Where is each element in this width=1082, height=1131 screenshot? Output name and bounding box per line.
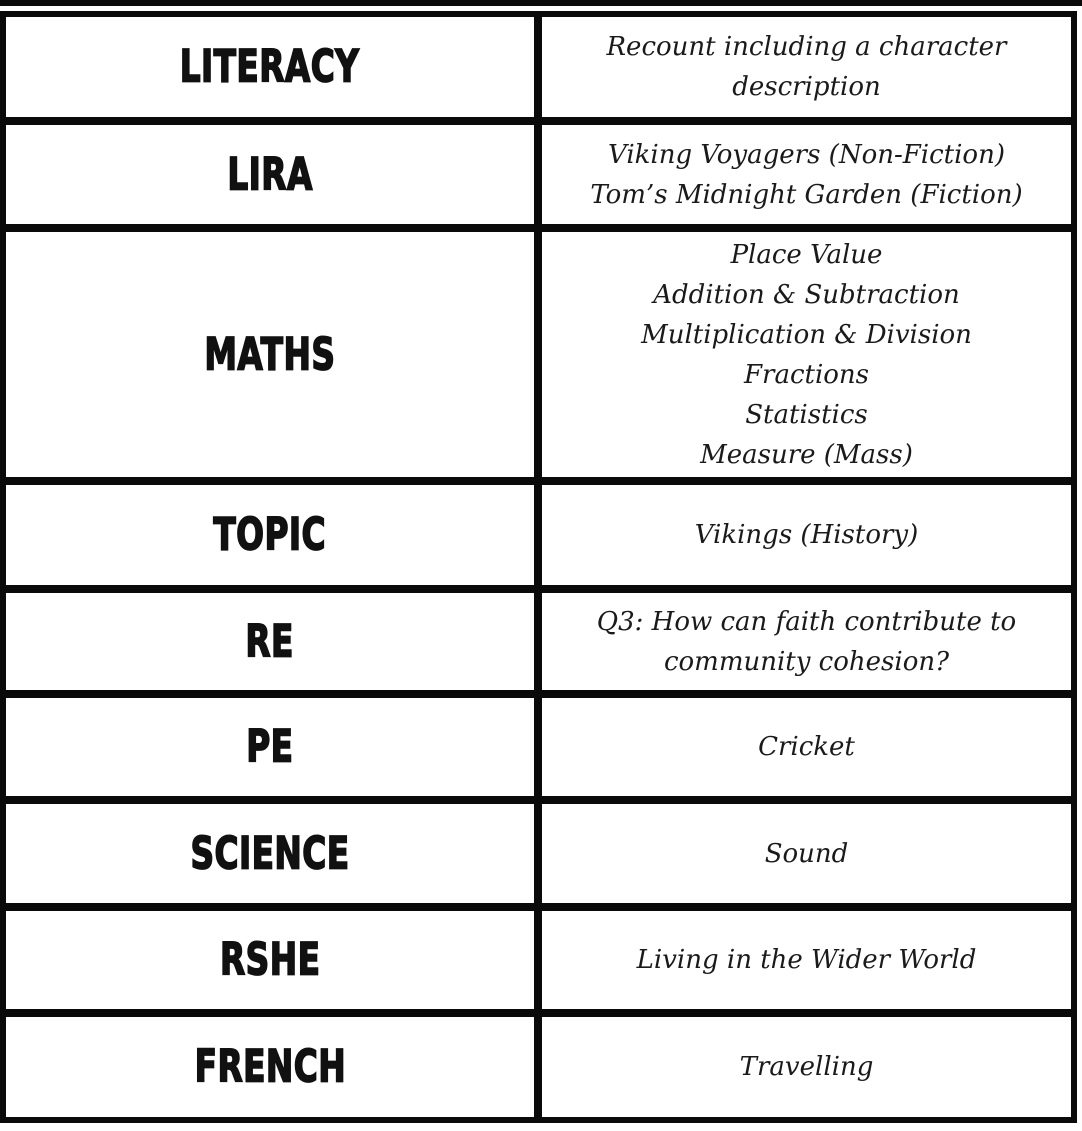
subject-label: LIRA	[227, 148, 313, 201]
topic-line: Tom’s Midnight Garden (Fiction)	[590, 179, 1023, 210]
topic-cell-literacy	[542, 17, 1071, 117]
subject-cell-literacy	[6, 17, 534, 117]
top-edge-bar	[0, 0, 1082, 6]
topic-cell-rshe	[542, 911, 1071, 1009]
subject-cell-rshe	[6, 911, 534, 1009]
topic-line: Fractions	[743, 359, 870, 390]
curriculum-table	[0, 11, 1077, 1123]
subject-label: PE	[246, 721, 294, 773]
topic-cell-topic	[542, 485, 1071, 585]
subject-label: RSHE	[219, 934, 321, 986]
topic-line: Living in the Wider World	[636, 945, 977, 975]
topic-cell-pe	[542, 698, 1071, 796]
subject-cell-french	[6, 1017, 534, 1117]
topic-line: Statistics	[745, 399, 868, 430]
subject-cell-maths	[6, 232, 534, 477]
subject-label: TOPIC	[213, 509, 327, 561]
topic-line: Measure (Mass)	[700, 439, 913, 470]
subject-label: LITERACY	[180, 41, 360, 93]
subject-label: SCIENCE	[190, 827, 350, 880]
topic-line: Place Value	[730, 239, 883, 270]
topic-line: Addition & Subtraction	[653, 279, 960, 310]
topic-cell-lira	[542, 125, 1071, 224]
topic-cell-maths	[542, 232, 1071, 477]
subject-label: MATHS	[204, 328, 336, 381]
topic-line: Cricket	[758, 732, 855, 762]
topic-line: Recount including a character description	[606, 32, 1007, 102]
subject-cell-pe	[6, 698, 534, 796]
subject-cell-topic	[6, 485, 534, 585]
topic-line: Multiplication & Division	[641, 319, 972, 350]
subject-cell-science	[6, 804, 534, 903]
topic-line: Travelling	[739, 1052, 874, 1082]
topic-line: Vikings (History)	[694, 520, 919, 550]
topic-line: Q3: How can faith contribute to community cohesion?	[596, 606, 1017, 677]
subject-cell-lira	[6, 125, 534, 224]
topic-cell-science	[542, 804, 1071, 903]
topic-line: Sound	[764, 838, 849, 869]
topic-line: Viking Voyagers (Non-Fiction)	[608, 139, 1005, 170]
subject-label: RE	[245, 615, 295, 668]
subject-cell-re	[6, 593, 534, 690]
topic-cell-re	[542, 593, 1071, 690]
topic-cell-french	[542, 1017, 1071, 1117]
subject-label: FRENCH	[194, 1041, 346, 1093]
